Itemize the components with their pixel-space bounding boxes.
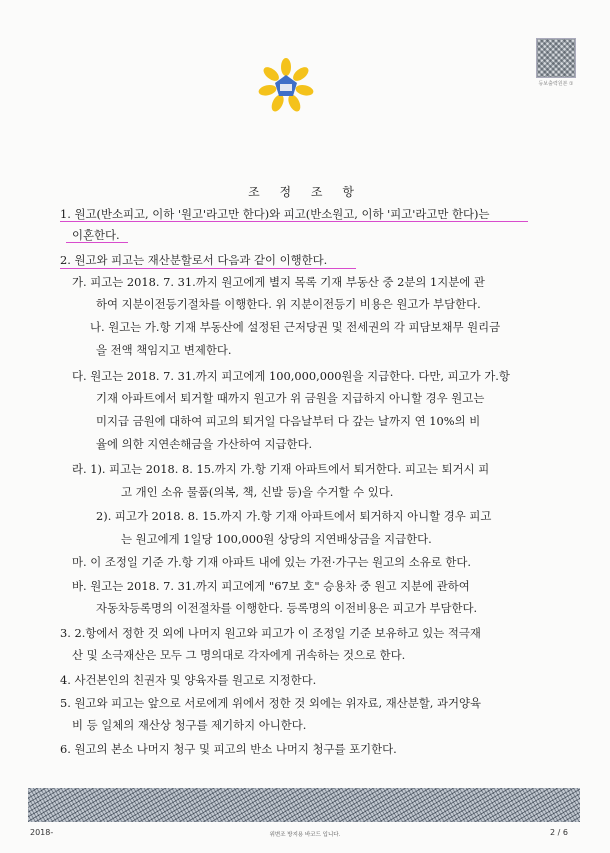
clause-line: 고 개인 소유 물품(의복, 책, 신발 등)을 수거할 수 있다.: [121, 485, 394, 499]
clause-line: 을 전액 책임지고 변제한다.: [96, 343, 232, 357]
clause-line: 2). 피고가 2018. 8. 15.까지 가.항 기재 아파트에서 퇴거하지 아니할 경우 피고: [96, 509, 492, 523]
clause-line: 다. 원고는 2018. 7. 31.까지 피고에게 100,000,000원을 지급한다. 다만, 피고가 가.항: [72, 369, 510, 383]
clause-line: 비 등 일체의 재산상 청구를 제기하지 아니한다.: [72, 718, 307, 732]
clause-line: 하여 지분이전등기절차를 이행한다. 위 지분이전등기 비용은 원고가 부담한다.: [96, 297, 481, 311]
footer-barcode-note: 위변조 방지용 바코드 입니다.: [269, 832, 341, 838]
court-emblem-icon: [257, 57, 315, 115]
clause-line: 바. 원고는 2018. 7. 31.까지 피고에게 "67보 호" 승용차 중 원고 지분에 관하여: [72, 579, 470, 593]
clause-line: 6. 원고의 본소 나머지 청구 및 피고의 반소 나머지 청구를 포기한다.: [60, 742, 397, 756]
clause-line: 미지급 금원에 대하여 피고의 퇴거일 다음날부터 다 갚는 날까지 연 10%의 비: [96, 414, 481, 428]
clause-line: 는 원고에게 1일당 100,000원 상당의 지연배상금을 지급한다.: [121, 532, 432, 546]
clause-line: 5. 원고와 피고는 앞으로 서로에게 위에서 정한 것 외에는 위자료, 재산분할, 과거양육: [60, 696, 482, 710]
clause-line: 나. 원고는 가.항 기재 부동산에 설정된 근저당권 및 전세권의 각 피담보채무 원리금: [90, 320, 501, 334]
footer-case-number: 2018-: [30, 828, 54, 837]
highlight-underline: [60, 268, 356, 269]
clause-line: 4. 사건본인의 친권자 및 양육자를 원고로 지정한다.: [60, 673, 317, 687]
highlight-underline: [66, 242, 128, 243]
clause-line: 마. 이 조정일 기준 가.항 기재 아파트 내에 있는 가전·가구는 원고의 소유로 한다.: [72, 555, 472, 569]
highlight-underline: [60, 221, 528, 222]
page-title: 조 정 조 항: [248, 185, 362, 199]
page-number: 2 / 6: [550, 828, 568, 837]
anti-forgery-barcode: [28, 788, 580, 822]
clause-line: 1. 원고(반소피고, 이하 '원고'라고만 한다)와 피고(반소원고, 이하 '피고'라고만 한다)는: [60, 207, 490, 221]
clause-line: 라. 1). 피고는 2018. 8. 15.까지 가.항 기재 아파트에서 퇴거한다. 피고는 퇴거시 피: [72, 462, 490, 476]
clause-line: 율에 의한 지연손해금을 가산하여 지급한다.: [96, 437, 313, 451]
clause-line: 3. 2.항에서 정한 것 외에 나머지 원고와 피고가 이 조정일 기준 보유하고 있는 적극재: [60, 626, 481, 640]
barcode-caption: 등보출력원본 ①: [538, 81, 574, 87]
clause-line: 기재 아파트에서 퇴거할 때까지 원고가 위 금원을 지급하지 아니할 경우 원고는: [96, 391, 485, 405]
clause-line: 산 및 소극재산은 모두 그 명의대로 각자에게 귀속하는 것으로 한다.: [72, 648, 406, 662]
clause-line: 가. 피고는 2018. 7. 31.까지 원고에게 별지 목록 기재 부동산 중 2분의 1지분에 관: [72, 275, 485, 289]
clause-line: 자동차등록명의 이전절차를 이행한다. 등록명의 이전비용은 피고가 부담한다.: [96, 601, 478, 615]
document-barcode-icon: [536, 38, 576, 78]
clause-line: 2. 원고와 피고는 재산분할로서 다음과 같이 이행한다.: [60, 253, 328, 267]
clause-line: 이혼한다.: [72, 228, 120, 242]
